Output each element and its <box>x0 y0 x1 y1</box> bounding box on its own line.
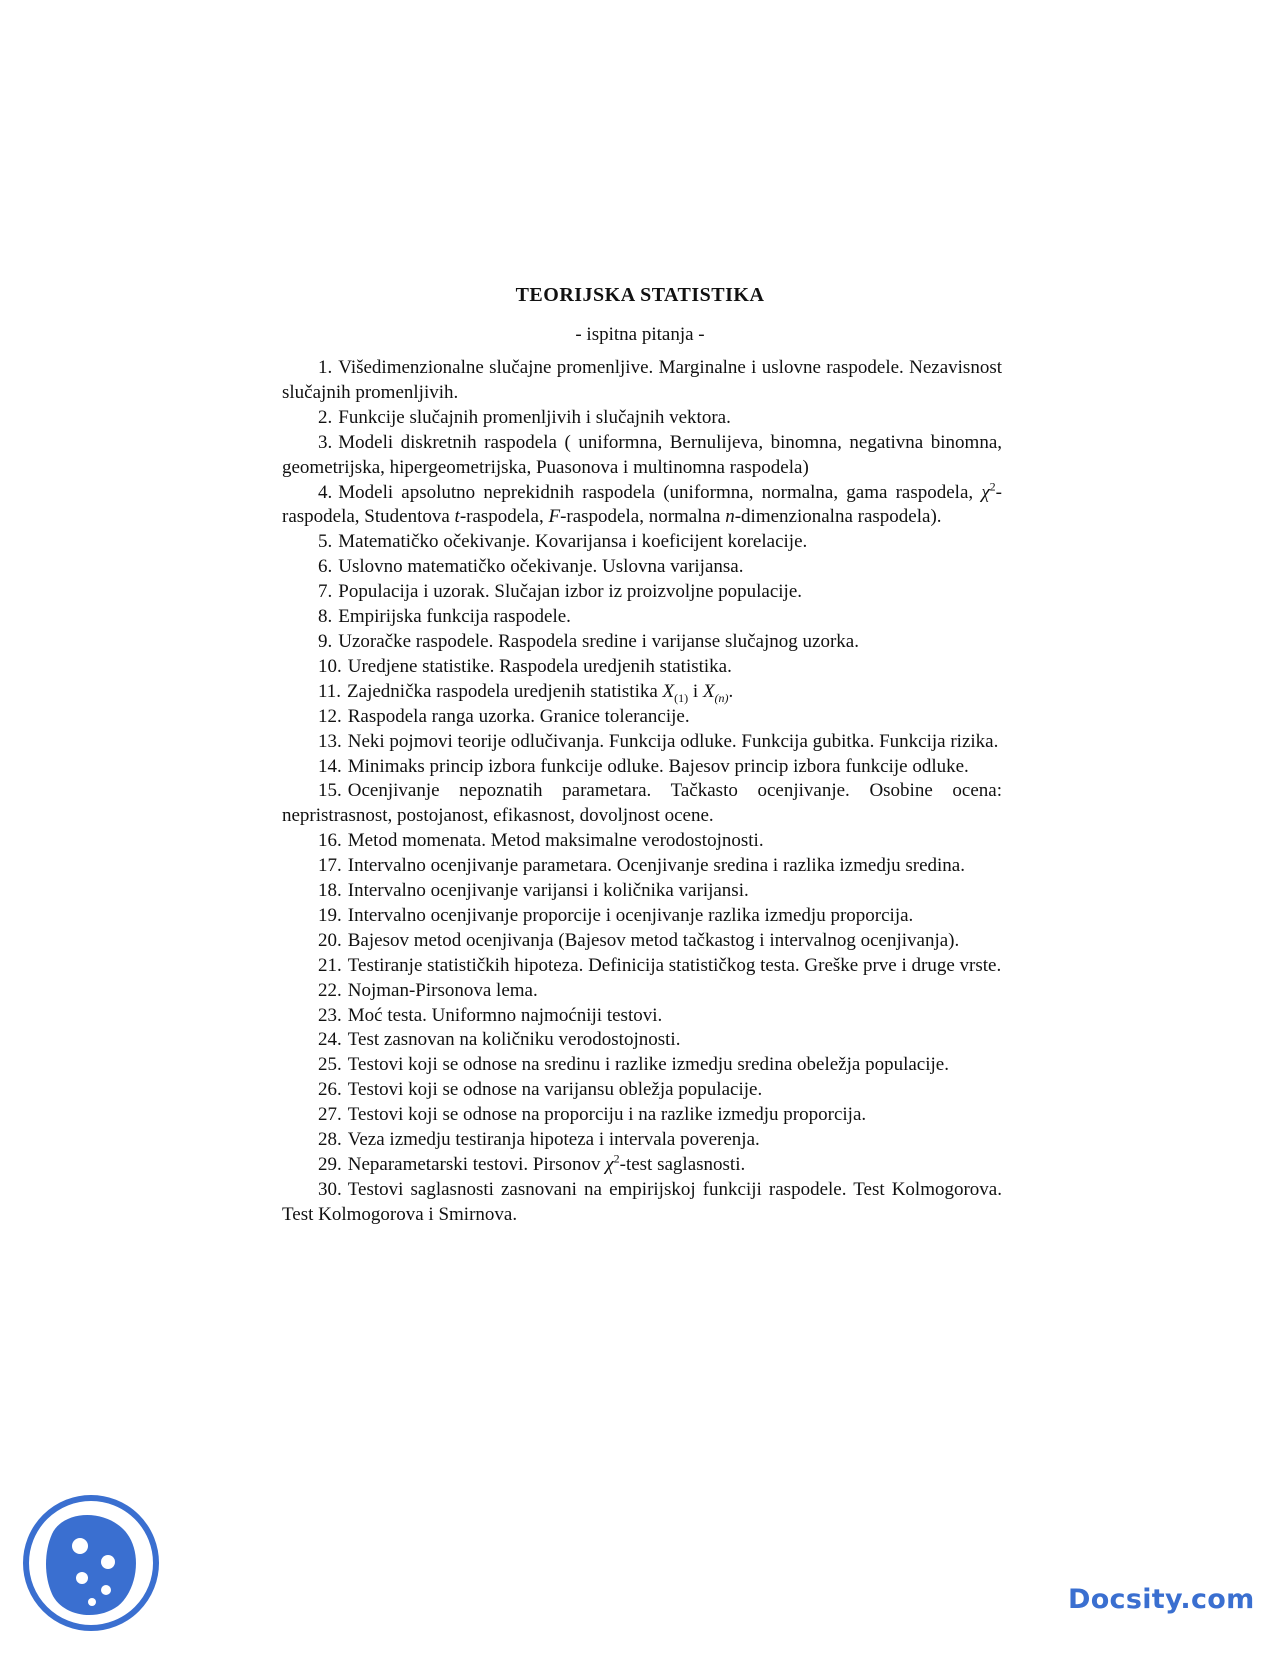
math-symbol: F <box>548 506 561 528</box>
question-number: 17. <box>318 855 342 877</box>
question-number: 12. <box>318 705 342 727</box>
question-number: 1. <box>318 357 333 378</box>
question-text: Nojman-Pirsonova lema. <box>347 979 538 1001</box>
math-symbol: X <box>702 680 715 702</box>
question-text: Raspodela ranga uzorka. Granice tolerancije. <box>347 705 690 727</box>
question-text: Testiranje statističkih hipoteza. Definicija statističkog testa. Greške prve i druge vrste. <box>347 954 1002 976</box>
question-text: -raspodela, normalna <box>560 506 721 528</box>
question-item <box>282 630 1002 655</box>
question-text: -dimenzionalna raspodela). <box>734 506 942 528</box>
question-number: 16. <box>318 830 342 852</box>
docsity-watermark[interactable]: Docsity.com <box>1068 1584 1255 1615</box>
question-item <box>282 555 1002 580</box>
question-text: - raspodela, Studentova <box>282 481 1002 528</box>
chi-symbol: χ <box>981 481 990 503</box>
question-text: Populacija i uzorak. Slučajan izbor iz proizvoljne populacije. <box>338 581 803 603</box>
question-text: Intervalno ocenjivanje varijansi i količnika varijansi. <box>347 880 749 902</box>
subscript: (1) <box>674 690 689 705</box>
question-item <box>282 854 1002 879</box>
question-item <box>282 829 1002 854</box>
question-text: -test saglasnosti. <box>619 1154 746 1175</box>
question-item <box>282 605 1002 630</box>
question-item <box>282 954 1002 979</box>
question-text: Zajednička raspodela uredjenih statistika <box>347 680 658 702</box>
question-item <box>282 755 1002 780</box>
question-number: 20. <box>318 929 342 951</box>
subscript: (n) <box>714 690 729 705</box>
question-number: 8. <box>318 606 333 628</box>
question-number: 4. <box>318 481 333 503</box>
question-item <box>282 1028 1002 1053</box>
question-item <box>282 705 1002 730</box>
question-text: Uzoračke raspodele. Raspodela sredine i varijanse slučajnog uzorka. <box>338 630 859 652</box>
question-number: 10. <box>318 655 342 677</box>
question-item <box>282 1078 1002 1103</box>
question-text: -raspodela, <box>459 506 544 528</box>
question-text: Modeli diskretnih raspodela ( uniformna, Bernulijeva, binomna, negativna binomna, geometrijska, hipergeometrijska, Puasonova i multinomna raspodela) <box>282 431 1002 478</box>
question-text: Testovi saglasnosti zasnovani na empirijskoj funkciji raspodele. Test Kolmogorova. Test Kolmogorova i Smirnova. <box>282 1178 1002 1225</box>
question-number: 25. <box>318 1054 342 1076</box>
question-text: Intervalno ocenjivanje parametara. Ocenjivanje sredina i razlika izmedju sredina. <box>347 855 965 877</box>
question-text: Neparametarski testovi. Pirsonov <box>347 1154 601 1175</box>
question-text: Intervalno ocenjivanje proporcije i ocenjivanje razlika izmedju proporcija. <box>347 904 914 926</box>
question-number: 2. <box>318 406 333 428</box>
math-symbol: X <box>662 680 675 702</box>
question-text: Empirijska funkcija raspodele. <box>338 606 571 628</box>
question-text: Moć testa. Uniformno najmoćniji testovi. <box>347 1004 663 1026</box>
question-number: 27. <box>318 1104 342 1126</box>
question-text: Testovi koji se odnose na proporciju i na razlike izmedju proporcija. <box>347 1104 867 1126</box>
question-number: 5. <box>318 531 333 553</box>
question-item <box>282 979 1002 1004</box>
question-item <box>282 730 1002 755</box>
document-subtitle: - ispitna pitanja - <box>575 324 705 345</box>
superscript: 2 <box>613 1151 620 1166</box>
question-text: Neki pojmovi teorije odlučivanja. Funkcija odluke. Funkcija gubitka. Funkcija rizika. <box>347 730 999 752</box>
question-number: 24. <box>318 1029 342 1051</box>
question-number: 30. <box>318 1178 342 1200</box>
question-text: Uslovno matematičko očekivanje. Uslovna varijansa. <box>338 556 744 578</box>
question-text: Višedimenzionalne slučajne promenljive. Marginalne i uslovne raspodele. Nezavisnost slučajnih promenljivih. <box>282 357 1002 403</box>
question-item <box>282 1128 1002 1153</box>
question-item <box>282 580 1002 605</box>
question-number: 9. <box>318 630 333 652</box>
question-text: Testovi koji se odnose na varijansu obležja populacije. <box>347 1079 763 1101</box>
question-number: 28. <box>318 1129 342 1151</box>
question-number: 14. <box>318 755 342 777</box>
question-item <box>282 530 1002 555</box>
question-item <box>282 356 1002 406</box>
question-item <box>282 1103 1002 1128</box>
question-text: . <box>728 680 734 702</box>
superscript: 2 <box>989 479 996 494</box>
question-item <box>282 1178 1002 1228</box>
question-number: 22. <box>318 979 342 1001</box>
math-symbol: n <box>725 506 735 528</box>
question-number: 18. <box>318 880 342 902</box>
question-number: 21. <box>318 954 342 976</box>
document-title: TEORIJSKA STATISTIKA <box>515 284 765 306</box>
question-number: 11. <box>318 680 342 702</box>
docsity-logo-icon[interactable] <box>22 1494 160 1632</box>
question-text: Testovi koji se odnose na sredinu i razlike izmedju sredina obeležja populacije. <box>347 1054 949 1076</box>
question-item <box>282 1153 1002 1178</box>
question-item <box>282 929 1002 954</box>
question-item <box>282 779 1002 829</box>
question-text: Metod momenata. Metod maksimalne verodostojnosti. <box>347 830 764 852</box>
question-item <box>282 1053 1002 1078</box>
question-text: Matematičko očekivanje. Kovarijansa i koeficijent korelacije. <box>338 531 808 553</box>
question-text: Test zasnovan na količniku verodostojnosti. <box>347 1029 681 1051</box>
question-item <box>282 879 1002 904</box>
question-text: i <box>692 680 699 702</box>
question-text: Modeli apsolutno neprekidnih raspodela (uniformna, normalna, gama raspodela, <box>338 481 974 503</box>
question-number: 26. <box>318 1079 342 1101</box>
question-text: Funkcije slučajnih promenljivih i slučajnih vektora. <box>338 406 731 428</box>
question-text: Uredjene statistike. Raspodela uredjenih statistika. <box>347 655 732 677</box>
question-item <box>282 406 1002 431</box>
question-number: 23. <box>318 1004 342 1026</box>
question-number: 7. <box>318 581 333 603</box>
chi-symbol: χ <box>605 1154 614 1175</box>
question-number: 15. <box>318 780 342 802</box>
question-text: Ocenjivanje nepoznatih parametara. Tačkasto ocenjivanje. Osobine ocena: nepristrasnost, postojanost, efikasnost, dovoljnost ocene. <box>282 780 1002 827</box>
question-text: Minimaks princip izbora funkcije odluke. Bajesov princip izbora funkcije odluke. <box>347 755 969 777</box>
question-item <box>282 655 1002 680</box>
question-text: Veza izmedju testiranja hipoteza i intervala poverenja. <box>347 1129 760 1151</box>
question-number: 3. <box>318 431 333 453</box>
question-list <box>282 356 1002 1228</box>
question-number: 13. <box>318 730 342 752</box>
question-number: 6. <box>318 556 333 578</box>
question-number: 19. <box>318 904 342 926</box>
question-item <box>282 481 1002 531</box>
math-symbol: t <box>454 506 460 528</box>
question-item <box>282 431 1002 481</box>
question-text: Bajesov metod ocenjivanja (Bajesov metod tačkastog i intervalnog ocenjivanja). <box>347 929 960 951</box>
question-item <box>282 680 1002 705</box>
question-item <box>282 904 1002 929</box>
question-item <box>282 1004 1002 1029</box>
question-number: 29. <box>318 1154 342 1175</box>
